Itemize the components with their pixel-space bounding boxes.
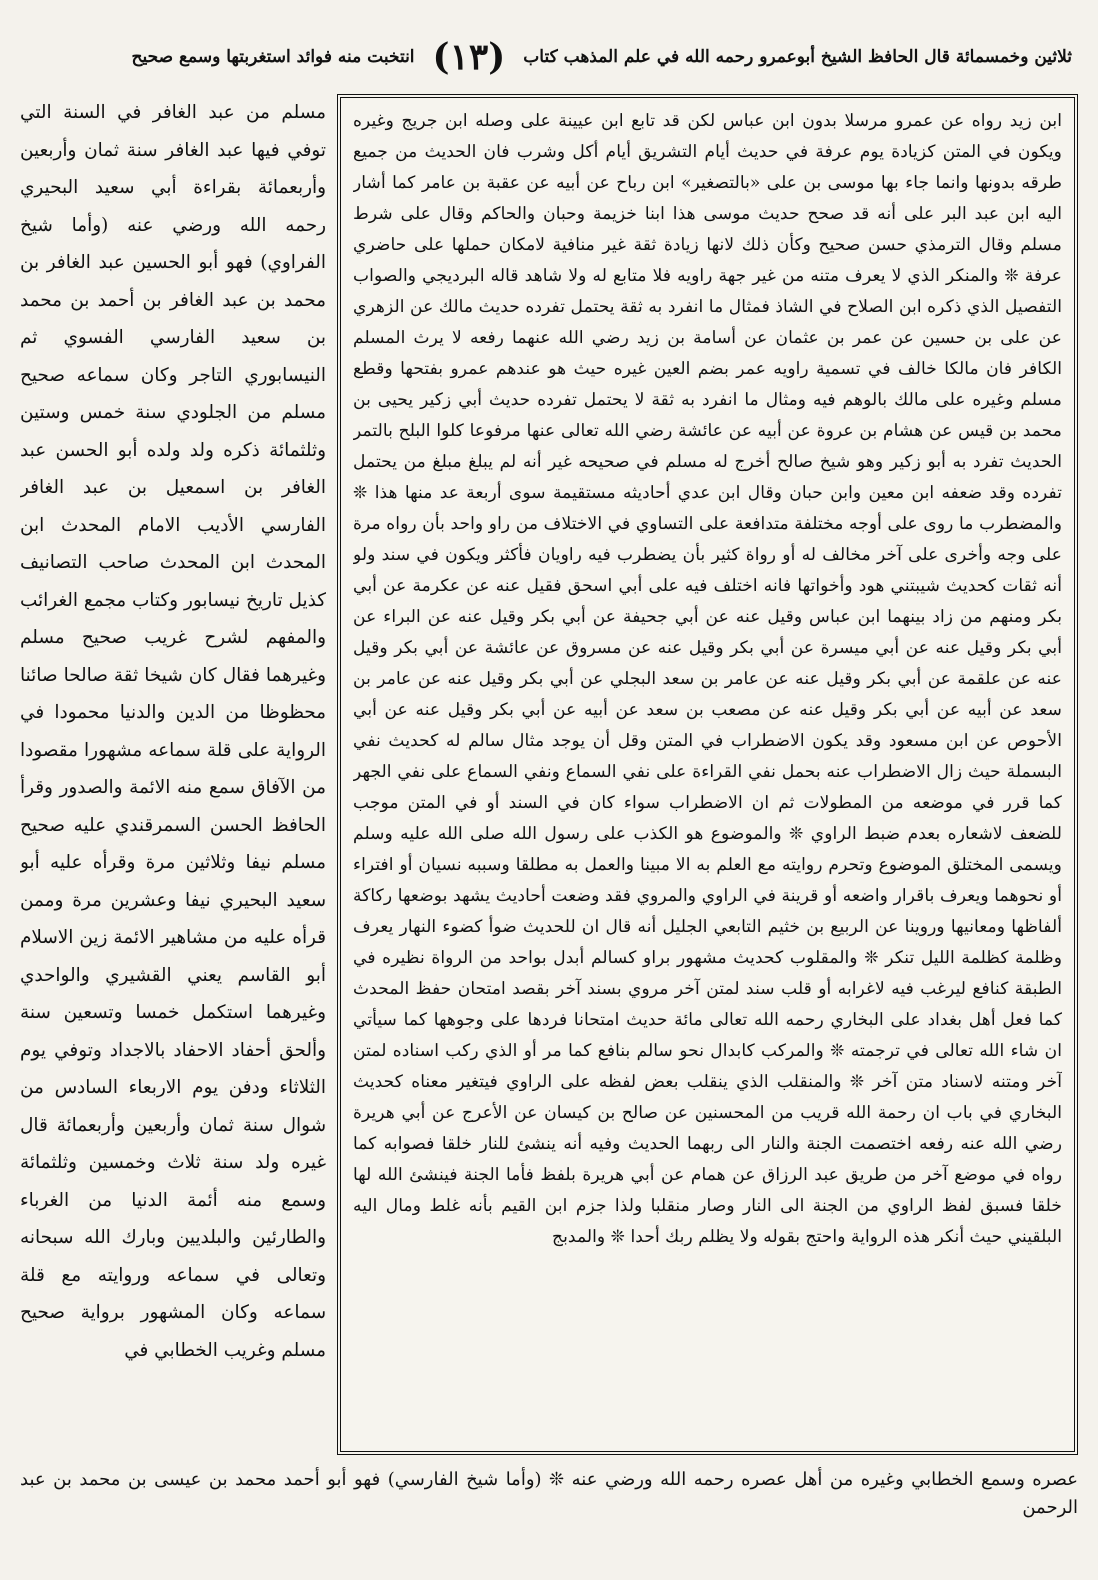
page-header (20, 30, 1078, 84)
header-margin-text: انتخبت منه فوائد استغربتها وسمع صحيح (131, 47, 415, 67)
margin-paragraph: مسلم من عبد الغافر في السنة التي توفي فيها عبد الغافر سنة ثمان وأربعين وأربعمائة بقراءة أبي سعيد البحيري رحمه الله ورضي عنه (وأما شيخ الفراوي) فهو أبو الحسين عبد الغافر بن محمد بن عبد الغافر بن أحمد بن محمد بن سعيد الفارسي الفسوي ثم النيسابوري التاجر وكان سماعه صحيح مسلم من الجلودي سنة خمس وستين وثلثمائة ذكره ولد ولده أبو الحسن عبد الغافر بن اسمعيل بن عبد الغافر الفارسي الأديب الامام المحدث ابن المحدث ابن المحدث صاحب التصانيف كذيل تاريخ نيسابور وكتاب مجمع الغرائب والمفهم لشرح غريب صحيح مسلم وغيرهما فقال كان شيخا ثقة صالحا صائنا محظوظا من الدين والدنيا محمودا في الرواية على قلة سماعه مشهورا مقصودا من الآفاق سمع منه الائمة والصدور وقرأ الحافظ الحسن السمرقندي عليه صحيح مسلم نيفا وثلاثين مرة وقرأه عليه أبو سعيد البحيري نيفا وعشرين مرة وممن قرأه عليه من مشاهير الائمة زين الاسلام أبو القاسم يعني القشيري والواحدي وغيرهما استكمل خمسا وتسعين سنة وألحق أحفاد الاحفاد بالاجداد وتوفي يوم الثلاثاء ودفن يوم الاربعاء السادس من شوال سنة ثمان وأربعين وأربعمائة قال غيره ولد سنة ثلاث وخمسين وثلثمائة وسمع منه أئمة الدنيا من الغرباء والطارئين والبلديين وبارك الله سبحانه وتعالى في سماعه وروايته مع قلة سماعه وكان المشهور برواية صحيح مسلم وغريب الخطابي في (20, 102, 326, 1361)
margin-commentary (20, 94, 326, 1455)
main-text-frame (337, 94, 1078, 1455)
main-text-body (353, 106, 1062, 1443)
header-running-text: ثلاثين وخمسمائة قال الحافظ الشيخ أبوعمرو رحمه الله في علم المذهب كتاب (523, 47, 1072, 67)
main-paragraph: ابن زيد رواه عن عمرو مرسلا بدون ابن عباس لكن قد تابع ابن عيينة على وصله ابن جريج وغيره ويكون في المتن كزيادة يوم عرفة في حديث أيام التشريق أيام أكل وشرب فان الحديث من جميع طرقه بدونها وانما جاء بها موسى بن على «بالتصغير» ابن رباح عن أبيه عن عقبة بن عامر كما أشار اليه ابن عبد البر على أنه قد صحح حديث موسى هذا ابنا خزيمة وحبان والحاكم وقال على شرط مسلم وقال الترمذي حسن صحيح وكأن ذلك لانها زيادة ثقة غير منافية لامكان حملها على حاضري عرفة ❊ والمنكر الذي لا يعرف متنه من غير جهة راويه فلا متابع له ولا شاهد قاله البرديجي والصواب التفصيل الذي ذكره ابن الصلاح في الشاذ فمثال ما انفرد به ثقة يحتمل تفرده حديث مالك عن الزهري عن على بن حسين عن عمر بن عثمان عن أسامة بن زيد رضي الله عنهما رفعه لا يرث المسلم الكافر فان مالكا خالف في تسمية راويه عمر بضم العين غيره حيث هو عندهم عمرو بفتحها وقطع مسلم وغيره على مالك بالوهم فيه ومثال ما انفرد به ثقة لا يحتمل تفرده حديث أبي زكير يحيى بن محمد بن قيس عن هشام بن عروة عن أبيه عن عائشة رضي الله تعالى عنها مرفوعا كلوا البلح بالتمر الحديث تفرد به أبو زكير وهو شيخ صالح أخرج له مسلم في صحيحه غير أنه لم يبلغ مبلغ من يحتمل تفرده وقد ضعفه ابن معين وابن حبان وقال ابن عدي أحاديثه مستقيمة سوى أربعة عد منها هذا ❊ والمضطرب ما روى على أوجه مختلفة متدافعة على التساوي في الاختلاف من راو واحد بأن رواه مرة على وجه وأخرى على آخر مخالف له أو رواة كثير بأن يضطرب فيه راويان فأكثر ويكون في سند ولو أنه ثقات كحديث شيبتني هود وأخواتها فانه اختلف فيه على أبي اسحق فقيل عنه عن عكرمة عن أبي بكر ومنهم من زاد بينهما ابن عباس وقيل عنه عن أبي جحيفة عن أبي بكر وقيل عنه عن البراء عن أبي بكر وقيل عنه عن أبي ميسرة عن أبي بكر وقيل عنه عن مسروق عن عائشة عن أبي بكر وقيل عنه عن علقمة عن أبي بكر وقيل عنه عن عامر بن سعد البجلي عن أبي بكر وقيل عنه عن عامر بن سعد عن أبيه عن أبي بكر وقيل عنه عن مصعب بن سعد عن أبيه عن أبي بكر وقيل عنه عن أبي الأحوص عن ابن مسعود وقد يكون الاضطراب في المتن وقل أن يوجد مثال سالم له كحديث نفي البسملة حيث زال الاضطراب عنه بحمل نفي القراءة على نفي السماع ونفي السماع على نفي الجهر كما قرر في موضعه من المطولات ثم ان الاضطراب سواء كان في السند أو في المتن موجب للضعف لاشعاره بعدم ضبط الراوي ❊ والموضوع هو الكذب على رسول الله صلى الله عليه وسلم ويسمى المختلق الموضوع وتحرم روايته مع العلم به الا مبينا والعمل به مطلقا وسببه نسيان أو افتراء أو نحوهما ويعرف باقرار واضعه أو قرينة في الراوي والمروي فقد وضعت أحاديث يشهد بوضعها ركاكة ألفاظها ومعانيها وروينا عن الربيع بن خثيم التابعي الجليل أنه قال ان للحديث ضوأ كضوء النهار يعرف وظلمة كظلمة الليل تنكر ❊ والمقلوب كحديث مشهور براو كسالم أبدل بواحد من الرواة نظيره في الطبقة كنافع ليرغب فيه لاغرابه أو قلب سند لمتن آخر مروي بسند آخر بقصد امتحان حفظ المحدث كما فعل أهل بغداد على البخاري رحمه الله تعالى مائة حديث امتحانا فردها على وجوهها كما سيأتي ان شاء الله تعالى في ترجمته ❊ والمركب كابدال نحو سالم بنافع كما مر أو الذي ركب اسناده لمتن آخر ومتنه لاسناد متن آخر ❊ والمنقلب الذي ينقلب بعض لفظه على الراوي فيتغير معناه كحديث البخاري في باب ان رحمة الله قريب من المحسنين عن صالح بن كيسان عن الأعرج عن أبي هريرة رضي الله عنه رفعه اختصمت الجنة والنار الى ربهما الحديث وفيه أنه ينشئ للنار خلقا فصوابه كما رواه في موضع آخر من طريق عبد الرزاق عن همام عن أبي هريرة بلفظ فأما الجنة فينشئ الله لها خلقا فسبق لفظ الراوي من الجنة الى النار وصار منقلبا ولذا جزم ابن القيم بأنه غلط ومال اليه البلقيني حيث أنكر هذه الرواية واحتج بقوله ولا يظلم ربك أحدا ❊ والمدبج (353, 111, 1062, 1247)
page-number: (١٣) (432, 36, 506, 78)
page-footer: عصره وسمع الخطابي وغيره من أهل عصره رحمه الله ورضي عنه ❊ (وأما شيخ الفارسي) فهو أبو أحمد محمد بن عيسى بن محمد بن عبد الرحمن (20, 1469, 1078, 1518)
